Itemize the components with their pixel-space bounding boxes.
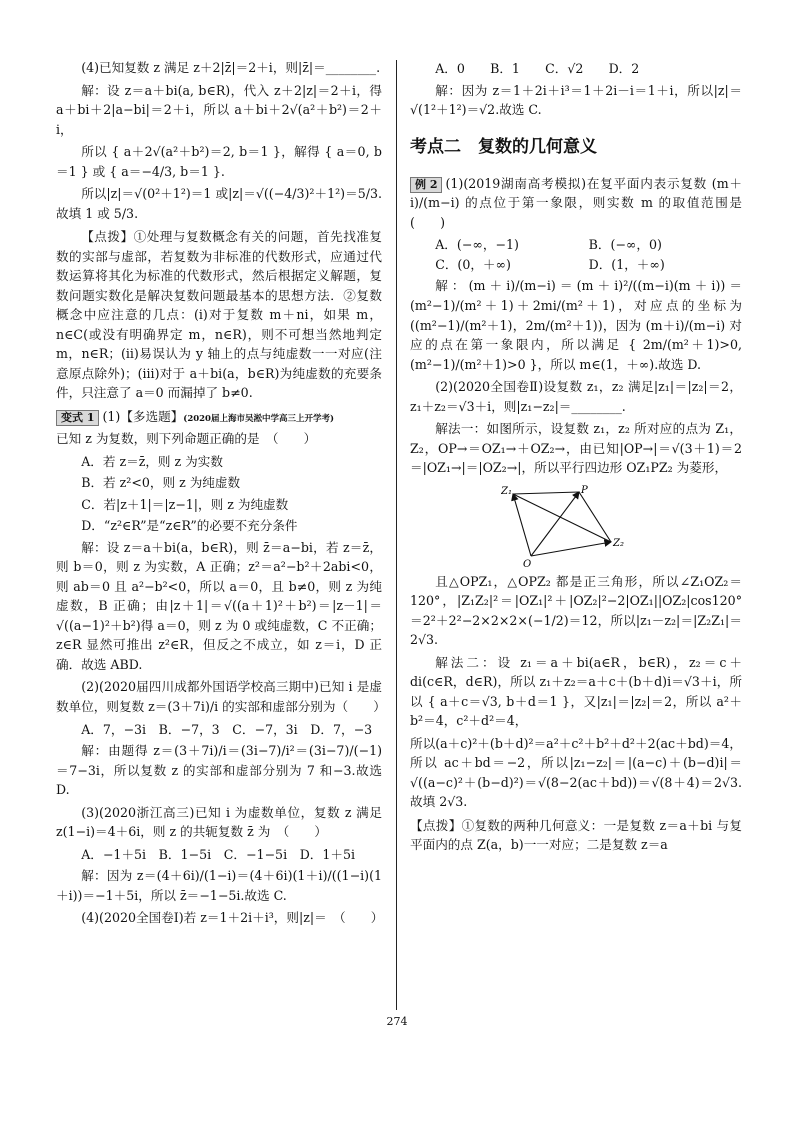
variant-3-options: A．−1＋5i B．1−5i C．−1−5i D．1＋5i	[81, 846, 356, 862]
right-column	[410, 58, 742, 859]
example-2-options	[410, 235, 742, 274]
variant-1-option-d: D．“z²∈R”是“z∈R”的必要不充分条件	[81, 518, 298, 534]
variant-badge: 变式 1	[56, 410, 99, 426]
variant-1-solution: 解：设 z＝a＋bi(a，b∈R)，则 z̄＝a−bi，若 z＝z̄，则 b＝0，则 z 为实数，A 正确；z²＝a²−b²＋2abi<0，则 ab＝0 且 a²−b²<0，所以 a＝0，且 b≠0，则 z 为纯虚数，B 正确；由|z＋1|＝√((a＋1)²＋b²)＝|z－1|＝√((a−1)²＋b²)得 a＝0，则 z 为 0 或纯虚数，C 不正确；z∈R 显然可推出 z²∈R，但反之不成立，如 z＝i，D 正确．故选 ABD.	[56, 539, 382, 672]
variant-1-option-a: A．若 z＝z̄，则 z 为实数	[81, 453, 223, 469]
page-number: 274	[386, 1015, 408, 1028]
variant-1-source: (2020届上海市吴淞中学高三上开学考)	[183, 413, 334, 424]
label-o: O	[523, 558, 532, 568]
solution-method-2-cont: 所以(a＋c)²＋(b＋d)²＝a²＋c²＋b²＋d²＋2(ac＋bd)＝4，所以 ac＋bd＝−2，所以|z₁−z₂|＝|(a−c)＋(b−d)i|＝√((a−c)²＋(b−d)²)＝√(8−2(ac＋bd))＝√(8＋4)＝2√3.故填 2√3.	[410, 735, 742, 810]
solution-4-answer: 所以|z|＝√(0²＋1²)＝1 或|z|＝√((−4/3)²＋1²)＝5/3.故填 1 或 5/3.	[56, 186, 382, 221]
edge-o-z2	[531, 542, 611, 556]
variant-2-solution: 解：由题得 z＝(3＋7i)/i＝(3i−7)/i²＝(3i−7)/(−1)＝7−3i，所以复数 z 的实部和虚部分别为 7 和−3.故选 D.	[56, 743, 382, 798]
edge-o-z1	[513, 494, 531, 556]
left-column	[56, 58, 386, 931]
variant-2-options: A．7，−3i B．−7，3 C．−7，3i D．7，−3	[81, 721, 373, 737]
example-2-option-a: A．(−∞，−1)	[435, 237, 519, 253]
variant-2-stem: (2)(2020届四川成都外国语学校高三期中)已知 i 是虚数单位，则复数 z＝(3＋7i)/i 的实部和虚部分别为（ ）	[56, 679, 386, 714]
tip-paragraph: 【点拨】①处理与复数概念有关的问题，首先找准复数的实部与虚部，若复数为非标准的代数形式，应通过代数运算将其化为标准的代数形式，然后根据定义解题，复数问题实数化是解决复数问题最基本的思想方法．②复数概念中应注意的几点：(i)对于复数 m＋ni，如果 m，n∈C(或没有明确界定 m，n∈R)，则不可想当然地判定 m，n∈R；(ii)易误认为 y 轴上的点与纯虚数一一对应(注意原点除外)；(iii)对于 a＋bi(a，b∈R)为纯虚数的充要条件，只注意了 a＝0 而漏掉了 b≠0.	[56, 229, 382, 401]
label-p: P	[581, 484, 588, 496]
variant-1-option-b: B．若 z²<0，则 z 为纯虚数	[81, 475, 241, 491]
variant-3-stem: (3)(2020浙江高三)已知 i 为虚数单位，复数 z 满足 z(1−i)＝4＋6i，则 z 的共轭复数 z̄ 为 （ ）	[56, 804, 382, 840]
label-z1: Z₁	[501, 485, 512, 497]
variant-4-solution: 解：因为 z＝1＋2i＋i³＝1＋2i－i＝1＋i，所以|z|＝√(1²＋1²)＝√2.故选 C.	[410, 82, 742, 118]
solution-4-system: 所以 { a＋2√(a²＋b²)＝2, b＝1 }，解得 { a＝0, b＝1 } 或 { a＝−4/3, b＝1 }.	[56, 144, 382, 179]
solution-method-1: 解法一：如图所示，设复数 z₁，z₂ 所对应的点为 Z₁，Z₂，OP→＝OZ₁→＋OZ₂→，由已知|OP→|＝√(3＋1)＝2＝|OZ₁→|＝|OZ₂→|，所以平行四边形 OZ₁PZ₂ 为菱形，	[410, 421, 742, 476]
example-2-option-c: C．(0，＋∞)	[435, 256, 511, 272]
variant-3-solution: 解：因为 z＝(4＋6i)/(1−i)＝(4＋6i)(1＋i)/((1−i)(1＋i))＝−1＋5i，所以 z̄＝−1−5i.故选 C.	[56, 868, 382, 903]
section-heading: 考点二 复数的几何意义	[410, 136, 597, 157]
example-2-stem	[410, 174, 742, 233]
variant-1-stem: 已知 z 为复数，则下列命题正确的是 （ ）	[56, 431, 317, 447]
example-2-option-b: B．(−∞，0)	[588, 237, 662, 253]
solution-method-1-cont: 且△OPZ₁，△OPZ₂ 都是正三角形，所以∠Z₁OZ₂＝120°，|Z₁Z₂|²＝|OZ₁|²＋|OZ₂|²−2|OZ₁||OZ₂|cos120°＝2²＋2²−2×2×2×(−1/2)＝12，所以|z₁－z₂|＝|Z₂Z₁|＝2√3.	[410, 573, 742, 648]
diagonal-z1-z2	[513, 494, 611, 542]
diagonal-o-p	[531, 492, 579, 556]
label-z2: Z₂	[613, 537, 624, 549]
example-2-option-d: D．(1，＋∞)	[588, 256, 665, 272]
rhombus-diagram	[501, 484, 651, 568]
variant-1-option-c: C．若|z＋1|＝|z−1|，则 z 为纯虚数	[81, 496, 289, 512]
tip-geometric-meaning: 【点拨】①复数的两种几何意义：一是复数 z＝a＋bi 与复平面内的点 Z(a，b)一一对应；二是复数 z＝a	[410, 817, 742, 853]
example-2-part-2-stem: (2)(2020全国卷Ⅱ)设复数 z₁，z₂ 满足|z₁|＝|z₂|＝2，z₁＋z₂＝√3＋i，则|z₁−z₂|＝________.	[410, 379, 742, 414]
solution-4-setup: 解：设 z＝a＋bi(a, b∈R)，代入 z＋2|z|＝2＋i，得 a＋bi＋2|a−bi|＝2＋i，所以 a＋bi＋2√(a²＋b²)＝2＋i，	[56, 82, 382, 137]
variant-1-label: (1)【多选题】	[102, 408, 184, 424]
variant-4-options: A．0 B．1 C．√2 D．2	[435, 61, 640, 76]
solution-method-2: 解法二：设 z₁＝a＋bi(a∈R，b∈R)，z₂＝c＋di(c∈R，d∈R)，所以 z₁＋z₂＝a＋c＋(b＋d)i＝√3＋i，所以 { a＋c＝√3, b＋d＝1 }，又|z₁|＝|z₂|＝2，所以 a²＋b²＝4，c²＋d²＝4，	[410, 654, 742, 729]
edge-z1-p	[513, 492, 579, 494]
column-divider	[396, 60, 397, 1010]
example-2-text: (1)(2019湖南高考模拟)在复平面内表示复数 (m＋i)/(m−i) 的点位于第一象限，则实数 m 的取值范围是( )	[410, 175, 742, 230]
variant-1-heading	[56, 407, 382, 427]
variant-4-stem: (4)(2020全国卷Ⅰ)若 z＝1＋2i＋i³，则|z|＝ （ ）	[81, 910, 384, 926]
example-2-solution: 解：(m＋i)/(m−i)＝(m＋i)²/((m−i)(m＋i))＝(m²−1)/(m²＋1)＋2mi/(m²＋1)，对应点的坐标为((m²−1)/(m²＋1)，2m/(m²＋1))，因为 (m＋i)/(m−i) 对应的点在第一象限内，所以满足 { 2m/(m²＋1)>0, (m²−1)/(m²＋1)>0 }，所以 m∈(1，＋∞).故选 D.	[410, 278, 742, 372]
example-badge: 例 2	[410, 177, 442, 193]
problem-4-stem: (4)已知复数 z 满足 z＋2|z̄|＝2＋i，则|z̄|＝________.	[81, 60, 381, 75]
